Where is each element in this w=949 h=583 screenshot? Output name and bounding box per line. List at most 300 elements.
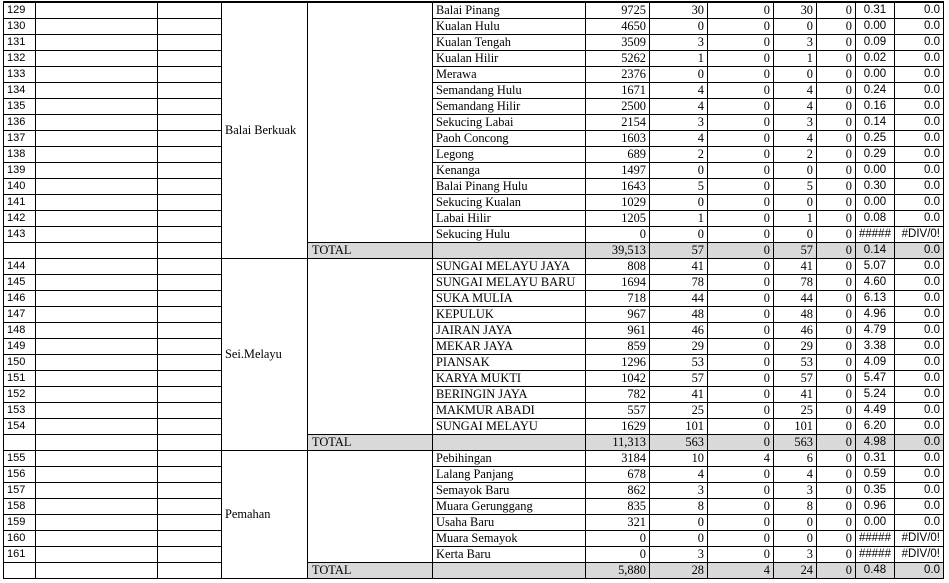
rate-cell[interactable]: 4.49	[856, 403, 895, 419]
value-c-cell[interactable]: 57	[774, 371, 817, 387]
row-number-cell[interactable]: 142	[4, 211, 36, 227]
value-c-cell[interactable]: 0	[774, 531, 817, 547]
percent-cell[interactable]: 0.0	[894, 19, 943, 35]
total-value-b-cell[interactable]: 4	[708, 563, 774, 579]
village-cell[interactable]: Balai Pinang	[433, 2, 586, 19]
row-number-cell[interactable]: 153	[4, 403, 36, 419]
population-cell[interactable]: 3184	[586, 451, 650, 467]
row-number-cell[interactable]: 154	[4, 419, 36, 435]
value-d-cell[interactable]: 0	[817, 115, 856, 131]
row-number-cell[interactable]: 132	[4, 51, 36, 67]
value-b-cell[interactable]: 0	[708, 387, 774, 403]
empty-cell[interactable]	[36, 227, 158, 243]
village-cell[interactable]: Muara Gerunggang	[433, 499, 586, 515]
cases-cell[interactable]: 1	[650, 51, 708, 67]
total-percent-cell[interactable]: 0.0	[894, 435, 943, 451]
population-cell[interactable]: 321	[586, 515, 650, 531]
value-d-cell[interactable]: 0	[817, 307, 856, 323]
value-b-cell[interactable]: 0	[708, 259, 774, 275]
village-cell[interactable]: Lalang Panjang	[433, 467, 586, 483]
rate-cell[interactable]: 0.00	[856, 195, 895, 211]
value-c-cell[interactable]: 41	[774, 387, 817, 403]
empty-cell[interactable]	[36, 403, 158, 419]
empty-cell[interactable]	[433, 243, 586, 259]
empty-cell[interactable]	[158, 531, 222, 547]
value-b-cell[interactable]: 0	[708, 83, 774, 99]
row-number-cell[interactable]: 157	[4, 483, 36, 499]
row-number-cell[interactable]: 143	[4, 227, 36, 243]
cases-cell[interactable]: 78	[650, 275, 708, 291]
percent-cell[interactable]: 0.0	[894, 387, 943, 403]
empty-cell[interactable]	[158, 547, 222, 563]
value-d-cell[interactable]: 0	[817, 387, 856, 403]
percent-cell[interactable]: 0.0	[894, 211, 943, 227]
rate-cell[interactable]: 0.08	[856, 211, 895, 227]
percent-cell[interactable]: 0.0	[894, 403, 943, 419]
value-c-cell[interactable]: 3	[774, 115, 817, 131]
value-b-cell[interactable]: 0	[708, 419, 774, 435]
percent-cell[interactable]: 0.0	[894, 195, 943, 211]
empty-cell[interactable]	[36, 531, 158, 547]
cases-cell[interactable]: 4	[650, 83, 708, 99]
total-value-b-cell[interactable]: 0	[708, 243, 774, 259]
empty-cell[interactable]	[36, 515, 158, 531]
row-number-cell[interactable]: 150	[4, 355, 36, 371]
value-d-cell[interactable]: 0	[817, 227, 856, 243]
village-cell[interactable]: JAIRAN JAYA	[433, 323, 586, 339]
empty-cell[interactable]	[36, 163, 158, 179]
empty-cell[interactable]	[36, 467, 158, 483]
village-cell[interactable]: Pebihingan	[433, 451, 586, 467]
empty-cell[interactable]	[158, 435, 222, 451]
village-cell[interactable]: SUNGAI MELAYU BARU	[433, 275, 586, 291]
value-c-cell[interactable]: 53	[774, 355, 817, 371]
village-cell[interactable]: SUKA MULIA	[433, 291, 586, 307]
rate-cell[interactable]: 5.07	[856, 259, 895, 275]
value-c-cell[interactable]: 3	[774, 483, 817, 499]
village-cell[interactable]: PIANSAK	[433, 355, 586, 371]
village-cell[interactable]: SUNGAI MELAYU JAYA	[433, 259, 586, 275]
value-b-cell[interactable]: 0	[708, 51, 774, 67]
village-cell[interactable]: Kualan Hilir	[433, 51, 586, 67]
village-cell[interactable]: Labai Hilir	[433, 211, 586, 227]
value-b-cell[interactable]: 0	[708, 403, 774, 419]
value-c-cell[interactable]: 5	[774, 179, 817, 195]
empty-cell[interactable]	[158, 163, 222, 179]
cases-cell[interactable]: 1	[650, 211, 708, 227]
empty-cell[interactable]	[4, 435, 36, 451]
empty-cell[interactable]	[36, 339, 158, 355]
cases-cell[interactable]: 4	[650, 131, 708, 147]
empty-cell[interactable]	[36, 211, 158, 227]
empty-cell[interactable]	[36, 419, 158, 435]
rate-cell[interactable]: 4.96	[856, 307, 895, 323]
empty-cell[interactable]	[158, 563, 222, 579]
value-c-cell[interactable]: 2	[774, 147, 817, 163]
value-b-cell[interactable]: 0	[708, 195, 774, 211]
empty-cell[interactable]	[158, 227, 222, 243]
village-cell[interactable]: Paoh Concong	[433, 131, 586, 147]
value-d-cell[interactable]: 0	[817, 515, 856, 531]
empty-cell[interactable]	[158, 2, 222, 19]
population-cell[interactable]: 1205	[586, 211, 650, 227]
empty-cell[interactable]	[158, 211, 222, 227]
empty-cell[interactable]	[36, 19, 158, 35]
empty-cell[interactable]	[158, 419, 222, 435]
population-cell[interactable]: 2154	[586, 115, 650, 131]
row-number-cell[interactable]: 137	[4, 131, 36, 147]
rate-cell[interactable]: 0.00	[856, 19, 895, 35]
empty-cell[interactable]	[36, 387, 158, 403]
population-cell[interactable]: 557	[586, 403, 650, 419]
percent-cell[interactable]: 0.0	[894, 115, 943, 131]
total-percent-cell[interactable]: 0.0	[894, 243, 943, 259]
empty-cell[interactable]	[36, 35, 158, 51]
empty-cell[interactable]	[36, 179, 158, 195]
row-number-cell[interactable]: 159	[4, 515, 36, 531]
value-b-cell[interactable]: 0	[708, 227, 774, 243]
value-c-cell[interactable]: 41	[774, 259, 817, 275]
cases-cell[interactable]: 0	[650, 515, 708, 531]
value-d-cell[interactable]: 0	[817, 275, 856, 291]
value-d-cell[interactable]: 0	[817, 531, 856, 547]
value-d-cell[interactable]: 0	[817, 51, 856, 67]
empty-cell[interactable]	[4, 563, 36, 579]
row-number-cell[interactable]: 146	[4, 291, 36, 307]
cases-cell[interactable]: 0	[650, 531, 708, 547]
value-d-cell[interactable]: 0	[817, 131, 856, 147]
value-c-cell[interactable]: 0	[774, 227, 817, 243]
village-cell[interactable]: Semayok Baru	[433, 483, 586, 499]
empty-cell[interactable]	[433, 563, 586, 579]
value-c-cell[interactable]: 0	[774, 19, 817, 35]
empty-cell[interactable]	[36, 67, 158, 83]
rate-cell[interactable]: 0.96	[856, 499, 895, 515]
row-number-cell[interactable]: 145	[4, 275, 36, 291]
district-cell[interactable]: Sei.Melayu	[222, 259, 308, 451]
value-c-cell[interactable]: 0	[774, 67, 817, 83]
value-b-cell[interactable]: 0	[708, 19, 774, 35]
empty-cell[interactable]	[158, 19, 222, 35]
value-d-cell[interactable]: 0	[817, 147, 856, 163]
total-population-cell[interactable]: 5,880	[586, 563, 650, 579]
value-b-cell[interactable]: 0	[708, 483, 774, 499]
percent-cell[interactable]: 0.0	[894, 163, 943, 179]
population-cell[interactable]: 1629	[586, 419, 650, 435]
village-cell[interactable]: Kualan Tengah	[433, 35, 586, 51]
empty-cell[interactable]	[36, 2, 158, 19]
population-cell[interactable]: 1643	[586, 179, 650, 195]
row-number-cell[interactable]: 156	[4, 467, 36, 483]
cases-cell[interactable]: 53	[650, 355, 708, 371]
total-value-d-cell[interactable]: 0	[817, 563, 856, 579]
empty-cell[interactable]	[158, 371, 222, 387]
value-c-cell[interactable]: 0	[774, 195, 817, 211]
population-cell[interactable]: 835	[586, 499, 650, 515]
row-number-cell[interactable]: 129	[4, 2, 36, 19]
total-population-cell[interactable]: 11,313	[586, 435, 650, 451]
population-cell[interactable]: 2500	[586, 99, 650, 115]
row-number-cell[interactable]: 155	[4, 451, 36, 467]
row-number-cell[interactable]: 160	[4, 531, 36, 547]
cases-cell[interactable]: 29	[650, 339, 708, 355]
village-cell[interactable]: Usaha Baru	[433, 515, 586, 531]
empty-cell[interactable]	[36, 147, 158, 163]
percent-cell[interactable]: 0.0	[894, 51, 943, 67]
empty-cell[interactable]	[158, 483, 222, 499]
value-c-cell[interactable]: 0	[774, 515, 817, 531]
value-d-cell[interactable]: 0	[817, 451, 856, 467]
empty-cell[interactable]	[4, 243, 36, 259]
cases-cell[interactable]: 4	[650, 467, 708, 483]
empty-cell[interactable]	[36, 563, 158, 579]
empty-cell[interactable]	[36, 83, 158, 99]
cases-cell[interactable]: 8	[650, 499, 708, 515]
empty-cell[interactable]	[158, 195, 222, 211]
value-b-cell[interactable]: 0	[708, 355, 774, 371]
total-rate-cell[interactable]: 4.98	[856, 435, 895, 451]
percent-cell[interactable]: 0.0	[894, 419, 943, 435]
empty-cell[interactable]	[158, 51, 222, 67]
village-cell[interactable]: Kenanga	[433, 163, 586, 179]
cases-cell[interactable]: 4	[650, 99, 708, 115]
population-cell[interactable]: 1671	[586, 83, 650, 99]
value-d-cell[interactable]: 0	[817, 99, 856, 115]
population-cell[interactable]: 4650	[586, 19, 650, 35]
village-cell[interactable]: BERINGIN JAYA	[433, 387, 586, 403]
empty-cell[interactable]	[36, 259, 158, 275]
value-c-cell[interactable]: 30	[774, 2, 817, 19]
cases-cell[interactable]: 0	[650, 195, 708, 211]
percent-cell[interactable]: 0.0	[894, 307, 943, 323]
empty-cell[interactable]	[308, 259, 433, 435]
cases-cell[interactable]: 3	[650, 115, 708, 131]
row-number-cell[interactable]: 133	[4, 67, 36, 83]
percent-cell[interactable]: 0.0	[894, 83, 943, 99]
cases-cell[interactable]: 3	[650, 35, 708, 51]
percent-cell[interactable]: 0.0	[894, 291, 943, 307]
population-cell[interactable]: 862	[586, 483, 650, 499]
village-cell[interactable]: KEPULUK	[433, 307, 586, 323]
village-cell[interactable]: Muara Semayok	[433, 531, 586, 547]
value-b-cell[interactable]: 4	[708, 451, 774, 467]
value-c-cell[interactable]: 48	[774, 307, 817, 323]
total-value-c-cell[interactable]: 24	[774, 563, 817, 579]
village-cell[interactable]: MEKAR JAYA	[433, 339, 586, 355]
empty-cell[interactable]	[158, 307, 222, 323]
cases-cell[interactable]: 41	[650, 387, 708, 403]
value-d-cell[interactable]: 0	[817, 483, 856, 499]
empty-cell[interactable]	[36, 51, 158, 67]
total-rate-cell[interactable]: 0.48	[856, 563, 895, 579]
village-cell[interactable]: Kerta Baru	[433, 547, 586, 563]
value-b-cell[interactable]: 0	[708, 291, 774, 307]
row-number-cell[interactable]: 141	[4, 195, 36, 211]
row-number-cell[interactable]: 135	[4, 99, 36, 115]
value-c-cell[interactable]: 6	[774, 451, 817, 467]
value-c-cell[interactable]: 44	[774, 291, 817, 307]
percent-cell[interactable]: 0.0	[894, 339, 943, 355]
row-number-cell[interactable]: 161	[4, 547, 36, 563]
value-b-cell[interactable]: 0	[708, 179, 774, 195]
value-c-cell[interactable]: 3	[774, 547, 817, 563]
empty-cell[interactable]	[158, 275, 222, 291]
empty-cell[interactable]	[158, 451, 222, 467]
value-d-cell[interactable]: 0	[817, 547, 856, 563]
empty-cell[interactable]	[158, 115, 222, 131]
cases-cell[interactable]: 0	[650, 227, 708, 243]
village-cell[interactable]: Sekucing Hulu	[433, 227, 586, 243]
empty-cell[interactable]	[36, 195, 158, 211]
empty-cell[interactable]	[158, 67, 222, 83]
row-number-cell[interactable]: 148	[4, 323, 36, 339]
value-b-cell[interactable]: 0	[708, 307, 774, 323]
row-number-cell[interactable]: 140	[4, 179, 36, 195]
row-number-cell[interactable]: 134	[4, 83, 36, 99]
population-cell[interactable]: 0	[586, 227, 650, 243]
value-b-cell[interactable]: 0	[708, 547, 774, 563]
village-cell[interactable]: Kualan Hulu	[433, 19, 586, 35]
population-cell[interactable]: 689	[586, 147, 650, 163]
value-d-cell[interactable]: 0	[817, 419, 856, 435]
percent-cell[interactable]: 0.0	[894, 355, 943, 371]
rate-cell[interactable]: 0.29	[856, 147, 895, 163]
empty-cell[interactable]	[36, 243, 158, 259]
population-cell[interactable]: 1029	[586, 195, 650, 211]
total-cases-cell[interactable]: 28	[650, 563, 708, 579]
rate-cell[interactable]: 6.13	[856, 291, 895, 307]
empty-cell[interactable]	[158, 355, 222, 371]
empty-cell[interactable]	[158, 179, 222, 195]
population-cell[interactable]: 808	[586, 259, 650, 275]
population-cell[interactable]: 678	[586, 467, 650, 483]
value-b-cell[interactable]: 0	[708, 531, 774, 547]
population-cell[interactable]: 859	[586, 339, 650, 355]
village-cell[interactable]: MAKMUR ABADI	[433, 403, 586, 419]
empty-cell[interactable]	[158, 259, 222, 275]
empty-cell[interactable]	[158, 403, 222, 419]
row-number-cell[interactable]: 147	[4, 307, 36, 323]
value-c-cell[interactable]: 4	[774, 83, 817, 99]
percent-cell[interactable]: 0.0	[894, 2, 943, 19]
empty-cell[interactable]	[158, 499, 222, 515]
percent-cell[interactable]: 0.0	[894, 67, 943, 83]
cases-cell[interactable]: 0	[650, 163, 708, 179]
population-cell[interactable]: 718	[586, 291, 650, 307]
empty-cell[interactable]	[36, 451, 158, 467]
percent-cell[interactable]: 0.0	[894, 467, 943, 483]
population-cell[interactable]: 1497	[586, 163, 650, 179]
cases-cell[interactable]: 0	[650, 67, 708, 83]
value-b-cell[interactable]: 0	[708, 467, 774, 483]
population-cell[interactable]: 2376	[586, 67, 650, 83]
total-label-cell[interactable]: TOTAL	[308, 435, 433, 451]
empty-cell[interactable]	[158, 243, 222, 259]
percent-cell[interactable]: #DIV/0!	[894, 227, 943, 243]
empty-cell[interactable]	[36, 307, 158, 323]
value-b-cell[interactable]: 0	[708, 211, 774, 227]
empty-cell[interactable]	[36, 355, 158, 371]
value-b-cell[interactable]: 0	[708, 339, 774, 355]
value-b-cell[interactable]: 0	[708, 147, 774, 163]
value-d-cell[interactable]: 0	[817, 35, 856, 51]
total-rate-cell[interactable]: 0.14	[856, 243, 895, 259]
value-c-cell[interactable]: 8	[774, 499, 817, 515]
value-d-cell[interactable]: 0	[817, 323, 856, 339]
value-c-cell[interactable]: 4	[774, 467, 817, 483]
rate-cell[interactable]: 0.00	[856, 67, 895, 83]
value-c-cell[interactable]: 46	[774, 323, 817, 339]
empty-cell[interactable]	[36, 435, 158, 451]
row-number-cell[interactable]: 149	[4, 339, 36, 355]
row-number-cell[interactable]: 136	[4, 115, 36, 131]
total-population-cell[interactable]: 39,513	[586, 243, 650, 259]
rate-cell[interactable]: 0.59	[856, 467, 895, 483]
total-value-d-cell[interactable]: 0	[817, 435, 856, 451]
value-b-cell[interactable]: 0	[708, 515, 774, 531]
percent-cell[interactable]: #DIV/0!	[894, 547, 943, 563]
value-c-cell[interactable]: 0	[774, 163, 817, 179]
value-d-cell[interactable]: 0	[817, 83, 856, 99]
rate-cell[interactable]: #####	[856, 547, 895, 563]
rate-cell[interactable]: 0.31	[856, 451, 895, 467]
value-b-cell[interactable]: 0	[708, 2, 774, 19]
population-cell[interactable]: 1296	[586, 355, 650, 371]
value-d-cell[interactable]: 0	[817, 179, 856, 195]
rate-cell[interactable]: 0.02	[856, 51, 895, 67]
rate-cell[interactable]: 4.60	[856, 275, 895, 291]
value-b-cell[interactable]: 0	[708, 275, 774, 291]
value-d-cell[interactable]: 0	[817, 403, 856, 419]
value-b-cell[interactable]: 0	[708, 99, 774, 115]
total-value-d-cell[interactable]: 0	[817, 243, 856, 259]
population-cell[interactable]: 1694	[586, 275, 650, 291]
percent-cell[interactable]: #DIV/0!	[894, 531, 943, 547]
cases-cell[interactable]: 101	[650, 419, 708, 435]
row-number-cell[interactable]: 152	[4, 387, 36, 403]
rate-cell[interactable]: 0.30	[856, 179, 895, 195]
value-b-cell[interactable]: 0	[708, 499, 774, 515]
rate-cell[interactable]: 0.31	[856, 2, 895, 19]
empty-cell[interactable]	[158, 323, 222, 339]
rate-cell[interactable]: 0.35	[856, 483, 895, 499]
empty-cell[interactable]	[36, 291, 158, 307]
population-cell[interactable]: 782	[586, 387, 650, 403]
value-b-cell[interactable]: 0	[708, 35, 774, 51]
value-b-cell[interactable]: 0	[708, 131, 774, 147]
row-number-cell[interactable]: 131	[4, 35, 36, 51]
empty-cell[interactable]	[308, 451, 433, 563]
value-c-cell[interactable]: 3	[774, 35, 817, 51]
rate-cell[interactable]: 0.16	[856, 99, 895, 115]
row-number-cell[interactable]: 151	[4, 371, 36, 387]
cases-cell[interactable]: 25	[650, 403, 708, 419]
population-cell[interactable]: 0	[586, 531, 650, 547]
cases-cell[interactable]: 30	[650, 2, 708, 19]
value-c-cell[interactable]: 4	[774, 99, 817, 115]
rate-cell[interactable]: 4.09	[856, 355, 895, 371]
rate-cell[interactable]: 0.24	[856, 83, 895, 99]
population-cell[interactable]: 5262	[586, 51, 650, 67]
empty-cell[interactable]	[158, 131, 222, 147]
percent-cell[interactable]: 0.0	[894, 35, 943, 51]
population-cell[interactable]: 967	[586, 307, 650, 323]
empty-cell[interactable]	[158, 99, 222, 115]
value-d-cell[interactable]: 0	[817, 355, 856, 371]
empty-cell[interactable]	[36, 483, 158, 499]
village-cell[interactable]: Sekucing Kualan	[433, 195, 586, 211]
cases-cell[interactable]: 57	[650, 371, 708, 387]
